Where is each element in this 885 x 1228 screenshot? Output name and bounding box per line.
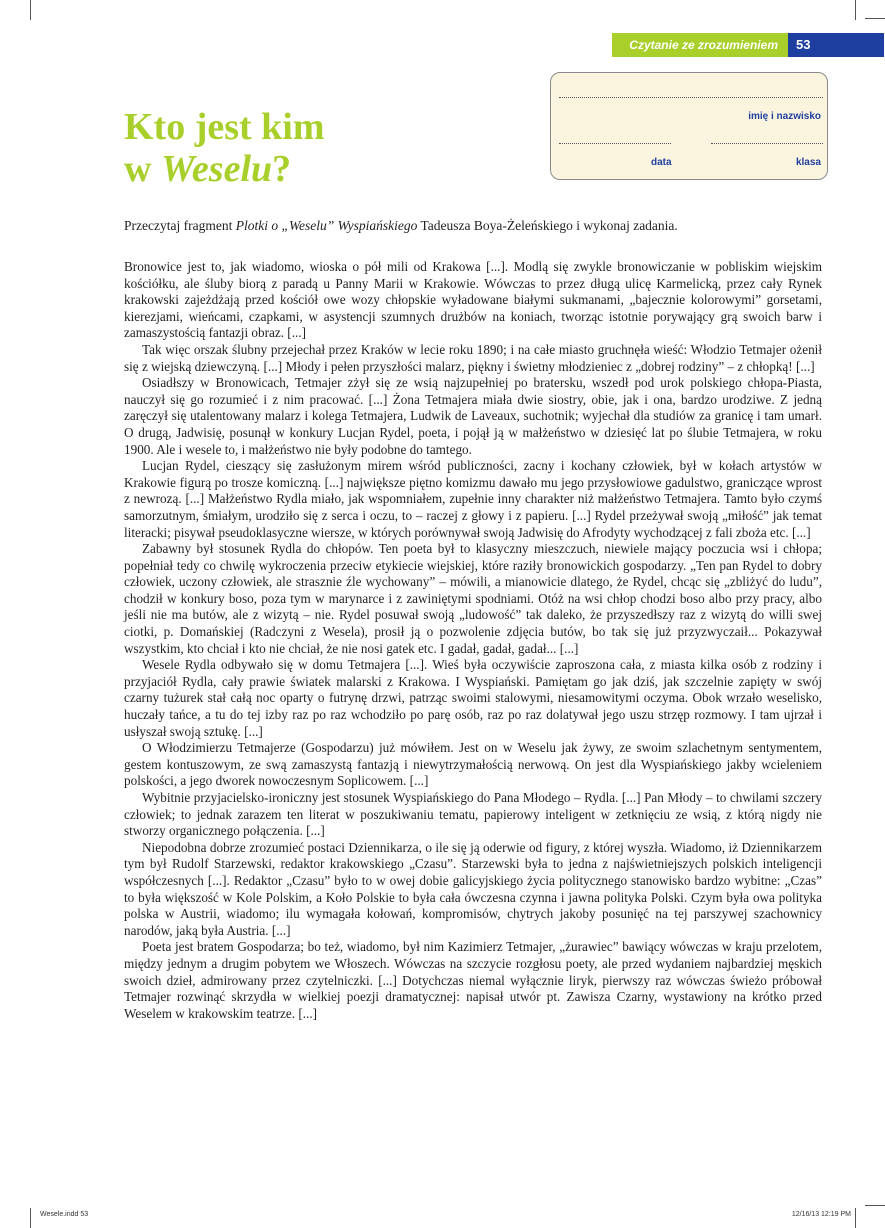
footer-timestamp: 12/16/13 12:19 PM <box>791 1211 851 1218</box>
section-title: Czytanie ze zrozumieniem <box>629 38 778 52</box>
crop-mark <box>855 0 856 20</box>
paragraph: Niepodobna dobrze zrozumieć postaci Dziennikarza, o ile się ją oderwie od figury, z której wyszła. Wiadomo, iż Dziennikarzem tym był Rudolf Starzewski, redaktor krakowskiego „Czasu”. Starzewski była to jedna z najświetniejszych polskich inteligencji współczesnych [...]. Redaktor „Czasu” było to w owej dobie galicyjskiego życia politycznego stanowisko bardzo wybitne: „Czas” to była większość w Kole Polskim, a Koło Polskie to była cała ówczesna czynna i jawna polityka Polski. Czym była owa polityka polska w Austrii, wiadomo; ilu wymagała kołowań, kompromisów, chytrych jakoby posunięć na tej parszywej szachownicy narodów, jaką była Austria. [...] <box>124 839 822 938</box>
name-field[interactable] <box>559 97 823 98</box>
class-field[interactable] <box>711 143 823 144</box>
instruction-suffix: Tadeusza Boya-Żeleńskiego i wykonaj zadania. <box>417 218 678 233</box>
paragraph: Bronowice jest to, jak wiadomo, wioska o pół mili od Krakowa [...]. Modlą się zwykle bronowiczanie w pobliskim wiejskim kościółku, ale śluby biorą z paradą u Panny Marii w Krakowie. Wówczas to przez długą ulicę Karmelicką, przez cały Rynek krakowski zajeżdżają przed kościół owe wozy chłopskie wyładowane białymi sukmanami, „bajecznie kolorowymi” gorsetami, kierezjami, wieńcami, czapkami, w asystencji szumnych drużbów na koniach, tworząc istotnie porywający grą swoich barw i zamaszystością fantazji obraz. [...] <box>124 259 822 341</box>
article-text <box>124 259 822 1022</box>
title-line-2-prefix: w <box>124 148 161 190</box>
class-label: klasa <box>795 157 821 168</box>
date-field[interactable] <box>559 143 671 144</box>
crop-mark <box>865 1205 885 1206</box>
instruction-italic: Plotki o „Weselu” Wyspiańskiego <box>235 218 418 233</box>
paragraph: O Włodzimierzu Tetmajerze (Gospodarzu) już mówiłem. Jest on w Weselu jak żywy, ze swoim szlachetnym sentymentem, gestem kontuszowym, ze swą zamaszystą fantazją i niewytrzymałością nerwową. On jest dla Wyspiańskiego jakby wcieleniem polskości, a jego dworek nowoczesnym Soplicowem. [...] <box>124 740 822 789</box>
paragraph: Lucjan Rydel, cieszący się zasłużonym mirem wśród publiczności, zacny i kochany człowiek, był w kołach artystów w Krakowie figurą po trosze komiczną. [...] największe piętno komizmu dawało mu jego przysłowiowe gadulstwo, graniczące wprost z newrozą. [...] Małżeństwo Rydla miało, jak wspomniałem, zupełnie inny charakter niż małżeństwo Tetmajera. Tamto było czymś samorzutnym, śmiałym, urodziło się z serca i oczu, to – raczej z głowy i z papieru. [...] Rydel przeżywał swoją „miłość” jak temat literacki; pisywał pseudoklasyczne wiersze, w których porównywał swoją Jadwisię do Afrodyty wychodzącej z fali zboża etc. [...] <box>124 458 822 540</box>
paragraph: Zabawny był stosunek Rydla do chłopów. Ten poeta był to klasyczny mieszczuch, niewiele mający poczucia wsi i chłopa; popełniał tedy co chwilę wykroczenia przeciw etykiecie wiejskiej, które raziły bronowickich gospodarzy. „Ten pan Rydel to dobry człowiek, uczony człowiek, ale strasznie źle wychowany” – mówili, a mianowicie dlatego, że Rydel, chcąc się „zbliżyć do ludu”, chodził w konkury boso, poza tym w marynarce i z zawiniętymi spodniami. Otóż na wsi chłop chodzi boso albo przy pracy, albo jeśli nie ma butów, ale z wizytą – nie. Rydel posuwał swoją „ludowość” tak daleko, że przyszedłszy raz z wizytą do willi swej ciotki, p. Domańskiej (Radczyni z Wesela), prosił ją o pozwolenie zdjęcia butów, bo tak się już przyzwyczaił... Pokazywał wszystkim, kto chciał i kto nie chciał, że nie nosi gatek etc. I gadał, gadał, gadał... [...] <box>124 541 822 656</box>
instruction <box>124 217 824 235</box>
paragraph: Poeta jest bratem Gospodarza; bo też, wiadomo, był nim Kazimierz Tetmajer, „żurawiec” bawiący wówczas w kraju przelotem, między jednym a drugim pobytem we Włoszech. Wówczas na szczycie rozgłosu poety, ale przed wydaniem najbardziej męskich swoich dzieł, admirowany przez czytelniczki. [...] Dotychczas niemal wyłącznie liryk, pierwszy raz wówczas świeżo próbował Tetmajer rozwinąć skrzydła w wielkiej poezji dramatycznej: napisał utwór pt. Zawisza Czarny, wystawiony na krótko przed Weselem w krakowskim teatrze. [...] <box>124 939 822 1021</box>
instruction-prefix: Przeczytaj fragment <box>124 218 236 233</box>
page-title <box>124 106 325 190</box>
crop-mark <box>855 1208 856 1228</box>
paragraph: Osiadłszy w Bronowicach, Tetmajer zżył się ze wsią najzupełniej po bratersku, wszedł pod urok polskiego chłopa-Piasta, nauczył się go rozumieć i z nim pracować. [...] Żona Tetmajera miała dwie siostry, obie, jak i ona, bardzo urodziwe. Z jedną zaręczył się utalentowany malarz i kolega Tetmajera, Ludwik de Laveaux, suchotnik; wyjechał dla studiów za granicę i tam umarł. O drugą, Jadwisię, posunął w konkury Lucjan Rydel, poeta, i pojął ją w małżeństwo w dziesięć lat po ślubie Tetmajera, w roku 1900. Ale i wesele to, i małżeństwo nie były podobne do tamtego. <box>124 375 822 457</box>
page-number: 53 <box>788 33 884 57</box>
section-header <box>612 33 884 57</box>
footer-file: Wesele.indd 53 <box>40 1211 89 1218</box>
name-label: imię i nazwisko <box>748 111 821 122</box>
paragraph: Wesele Rydla odbywało się w domu Tetmajera [...]. Wieś była oczywiście zaproszona cała, z miasta kilka osób z rodziny i przyjaciół Rydla, cały prawie światek malarski z Krakowa. I Wyspiański. Pamiętam go jak dziś, jak szczelnie zapięty w swój czarny tużurek stał całą noc oparty o futrynę drzwi, patrząc swoimi stalowymi, niesamowitymi oczyma. Obok wrzało weselisko, huczały tańce, a tu do tej izby raz po raz wchodziło po parę osób, raz po raz dolatywał jego uszu strzęp rozmowy. I tam ujrzał i usłyszał swoją sztukę. [...] <box>124 657 822 739</box>
date-label: data <box>651 157 672 168</box>
title-line-2-suffix: ? <box>272 148 292 190</box>
paragraph: Tak więc orszak ślubny przejechał przez Kraków w lecie roku 1890; i na całe miasto gruchnęła wieść: Włodzio Tetmajer ożenił się z wiejską dziewczyną. [...] Młody i pełen przyszłości malarz, piękny i świetny młodzieniec z „dobrej rodziny” – z chłopką! [...] <box>124 341 822 374</box>
paragraph: Wybitnie przyjacielsko-ironiczny jest stosunek Wyspiańskiego do Pana Młodego – Rydla. [...] Pan Młody – to chwilami szczery człowiek; to jednak zarazem ten literat w poszukiwaniu tematu, papierowy inteligent w zetknięciu ze wsią, z którą nigdy nie stworzy organicznego połączenia. [...] <box>124 790 822 839</box>
crop-mark <box>30 0 31 20</box>
student-info-box <box>550 72 828 180</box>
title-line-1: Kto jest kim <box>124 106 325 148</box>
crop-mark <box>30 1208 31 1228</box>
title-line-2-italic: Weselu <box>160 148 273 190</box>
crop-mark <box>865 18 885 19</box>
